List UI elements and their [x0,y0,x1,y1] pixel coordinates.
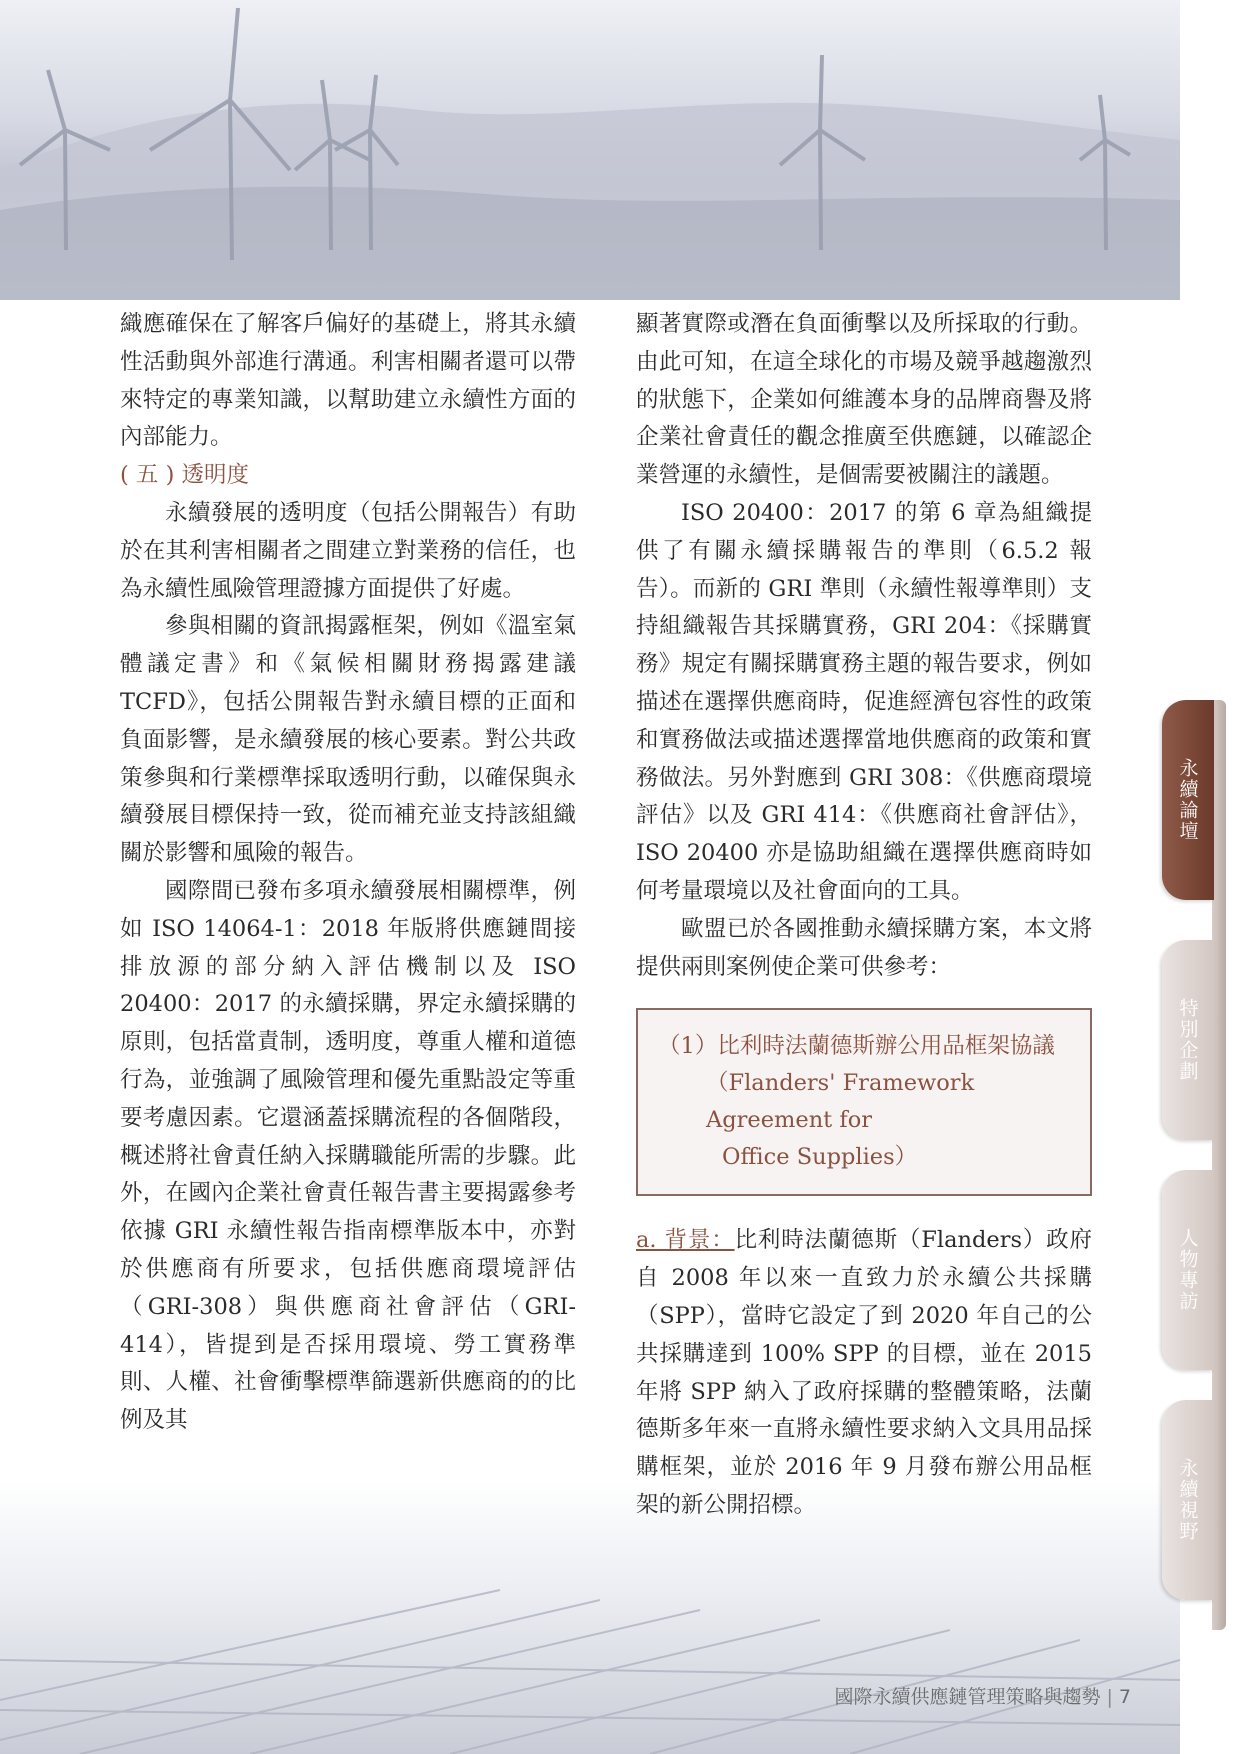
page-number: 7 [1118,1686,1131,1708]
background-text: 比利時法蘭德斯（Flanders）政府自 2008 年以來一直致力於永續公共採購（SPP），當時它設定了到 2020 年自己的公共採購達到 100% SPP 的目標，並在 2015 年將 SPP 納入了政府採購的整體策略，法蘭德斯多年來一直將永續性要求納入文具用品採購框架，並於 2016 年 9 月發布辦公用品框架的新公開招標。 [636,1227,1093,1518]
case-title-box [636,1008,1092,1196]
background-label: a. 背景： [636,1227,735,1254]
footer-title: 國際永續供應鏈管理策略與趨勢 [834,1686,1101,1708]
footer-separator: | [1106,1686,1113,1708]
paragraph: 歐盟已於各國推動永續採購方案，本文將提供兩則案例使企業可供參考： [636,915,1092,980]
header-wind-turbine-image [0,0,1180,300]
case-title-en: （Flanders' Framework Agreement for [706,1070,975,1134]
tab-label: 永續論壇 [1176,758,1199,842]
tab-interview[interactable] [1162,1170,1214,1370]
case-title: （1）比利時法蘭德斯辦公用品框架協議 [658,1033,1055,1060]
tab-edge [1212,700,1226,1630]
paragraph: 永續發展的透明度（包括公開報告）有助於在其利害相關者之間建立對業務的信任，也為永續性風險管理證據方面提供了好處。 [120,499,576,602]
tab-special-feature[interactable] [1162,940,1214,1140]
page-footer [834,1682,1131,1709]
paragraph: ISO 20400：2017 的第 6 章為組織提供了有關永續採購報告的準則（6.5.2 報告）。而新的 GRI 準則（永續性報導準則）支持組織報告其採購實務，GRI 204：《採購實務》規定有關採購實務主題的報告要求，例如描述在選擇供應商時，促進經濟包容性的政策和實務做法或描述選擇當地供應商的政策和實務做法。另外對應到 GRI 308：《供應商環境評估》以及 GRI 414：《供應商社會評估》，ISO 20400 亦是協助組織在選擇供應商時如何考量環境以及社會面向的工具。 [636,499,1092,904]
paragraph: 國際間已發布多項永續發展相關標準，例如 ISO 14064-1：2018 年版將供應鏈間接排放源的部分納入評估機制以及 ISO 20400：2017 的永續採購，界定永續採購的原則，包括當責制，透明度，尊重人權和道德行為，並強調了風險管理和優先重點設定等重要考慮因素。它還涵蓋採購流程的各個階段，概述將社會責任納入採購職能所需的步驟。此外，在國內企業社會責任報告書主要揭露參考依據 GRI 永續性報告指南標準版本中，亦對於供應商有所要求，包括供應商環境評估（GRI-308）與供應商社會評估（GRI-414），皆提到是否採用環境、勞工實務準則、人權、社會衝擊標準篩選新供應商的的比例及其 [120,877,576,1434]
section-heading: ( 五 ) 透明度 [120,462,250,489]
left-column [120,306,576,1440]
paragraph: 織應確保在了解客戶偏好的基礎上，將其永續性活動與外部進行溝通。利害相關者還可以帶來特定的專業知識，以幫助建立永續性方面的內部能力。 [120,311,576,451]
section-tabs [1160,700,1241,1630]
right-column [636,306,1092,1525]
case-title-en-cont: Office Supplies） [722,1144,918,1171]
paragraph: 參與相關的資訊揭露框架，例如《溫室氣體議定書》和《氣候相關財務揭露建議 TCFD》，包括公開報告對永續目標的正面和負面影響，是永續發展的核心要素。對公共政策參與和行業標準採取透明行動，以確保與永續發展目標保持一致，從而補充並支持該組織關於影響和風險的報告。 [120,613,576,867]
tab-sustainability-vision[interactable] [1162,1400,1214,1600]
tab-label: 永續視野 [1176,1458,1199,1542]
tab-sustainability-forum[interactable] [1162,700,1214,900]
tab-label: 特別企劃 [1176,998,1199,1082]
paragraph: 顯著實際或潛在負面衝擊以及所採取的行動。由此可知，在這全球化的市場及競爭越趨激烈的狀態下，企業如何維護本身的品牌商譽及將企業社會責任的觀念推廣至供應鏈，以確認企業營運的永續性，是個需要被關注的議題。 [636,311,1092,489]
paragraph [636,1222,1092,1524]
tab-label: 人物專訪 [1176,1228,1199,1312]
